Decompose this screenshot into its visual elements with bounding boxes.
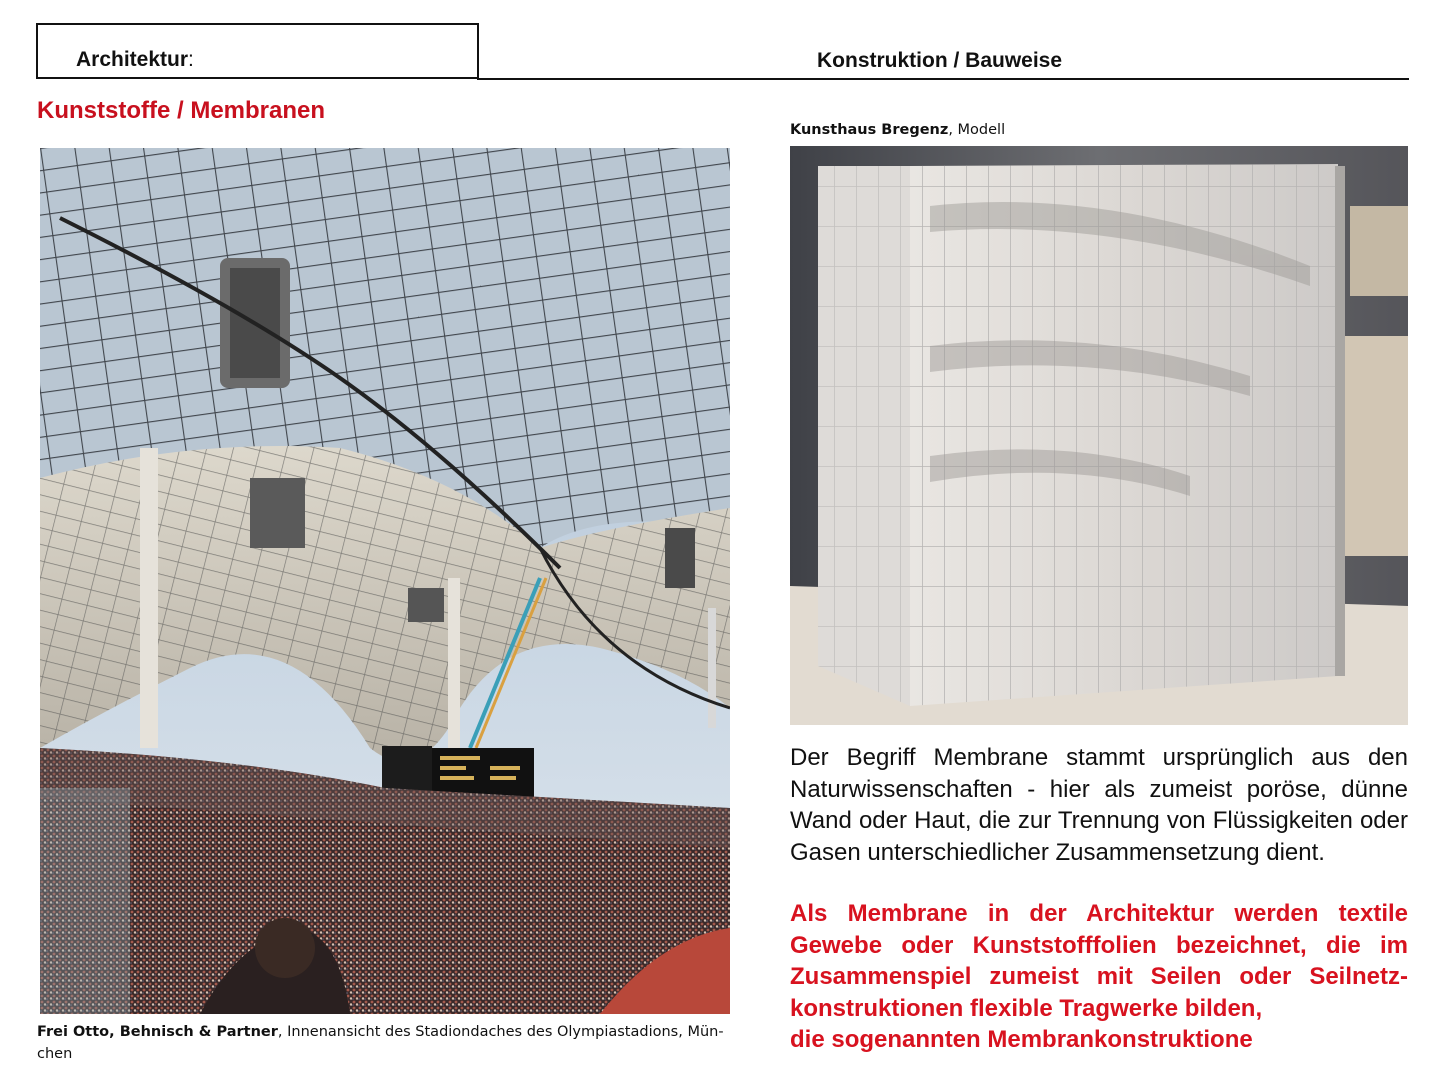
- section-title: Kunststoffe / Membranen: [37, 97, 326, 124]
- header-topic: Konstruktion / Bauweise: [817, 49, 1063, 72]
- stadium-caption: Frei Otto, Behnisch & Partner, Innenansicht des Stadiondaches des Olympiastadions, Mün-chen: [37, 1024, 724, 1062]
- header-rule: [477, 78, 1409, 80]
- header-divider: [477, 23, 479, 80]
- header-subject: Architektur:: [76, 48, 194, 71]
- membrane-architecture-text-last: die sogenannten Membrankonstruktione: [790, 1026, 1253, 1053]
- membrane-architecture-text: Als Membrane in der Architektur werden textile Gewebe oder Kunststofffolien bezeichnet, die im Zusammenspiel zumeist mit Seilen oder Seilnetz-konstruktionen flexible Tragwerke bilden,: [790, 900, 1408, 1022]
- building-model-photo: [790, 146, 1408, 725]
- stadium-roof-photo: [40, 148, 730, 1014]
- model-caption: Kunsthaus Bregenz, Modell: [790, 122, 1006, 138]
- membrane-definition-text: Der Begriff Membrane stammt ursprünglich aus den Naturwissenschaften - hier als zumeist poröse, dünne Wand oder Haut, die zur Trennung von Flüssigkeiten oder Gasen unterschiedlicher Zusammensetzung dient.: [790, 744, 1408, 866]
